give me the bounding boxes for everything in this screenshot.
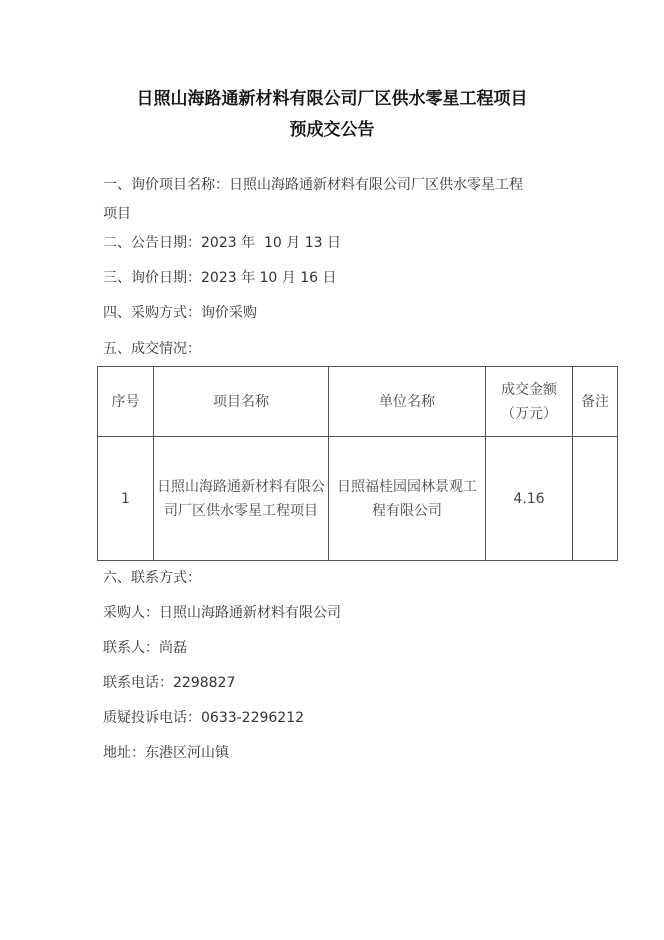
document-title-line1: 日照山海路通新材料有限公司厂区供水零星工程项目 [136, 89, 528, 109]
inquiry-date-value: 2023 年 10 月 16 日 [201, 270, 337, 286]
header-amount-line1: 成交金额 [501, 381, 557, 398]
method-value: 询价采购 [201, 305, 257, 321]
header-project-name: 项目名称 [154, 367, 329, 437]
document-title-line2: 预成交公告 [289, 120, 375, 140]
result-table [97, 366, 618, 561]
contact-complaint-phone: 质疑投诉电话：0633-2296212 [103, 710, 305, 726]
inquiry-date-line [103, 267, 337, 289]
contact-purchaser: 采购人：日照山海路通新材料有限公司 [103, 605, 341, 621]
header-amount [486, 367, 573, 437]
project-name-line [103, 174, 523, 196]
project-name-label: 一、询价项目名称： [103, 177, 229, 193]
header-unit-name: 单位名称 [329, 367, 486, 437]
announce-date-value: 2023 年 10 月 13 日 [201, 235, 341, 251]
project-name-value: 日照山海路通新材料有限公司厂区供水零星工程 [229, 177, 523, 193]
result-section-label: 五、成交情况： [103, 341, 201, 357]
header-amount-line2: （万元） [501, 405, 557, 422]
contact-person: 联系人：尚磊 [103, 640, 187, 656]
cell-remark [573, 437, 618, 561]
contact-phone: 联系电话：2298827 [103, 675, 236, 691]
table-row [98, 437, 618, 561]
cell-unit-name: 日照福桂园园林景观工程有限公司 [329, 437, 486, 561]
cell-project-name: 日照山海路通新材料有限公司厂区供水零星工程项目 [154, 437, 329, 561]
method-label: 四、采购方式： [103, 305, 201, 321]
cell-index: 1 [98, 437, 154, 561]
contact-section-label: 六、联系方式： [103, 570, 201, 586]
header-remark: 备注 [573, 367, 618, 437]
cell-amount: 4.16 [486, 437, 573, 561]
announce-date-label: 二、公告日期： [103, 235, 201, 251]
header-index: 序号 [98, 367, 154, 437]
method-line [103, 302, 257, 324]
announce-date-line [103, 232, 341, 254]
inquiry-date-label: 三、询价日期： [103, 270, 201, 286]
project-name-continuation: 项目 [103, 206, 131, 222]
table-header-row [98, 367, 618, 437]
contact-address: 地址：东港区河山镇 [103, 745, 229, 761]
